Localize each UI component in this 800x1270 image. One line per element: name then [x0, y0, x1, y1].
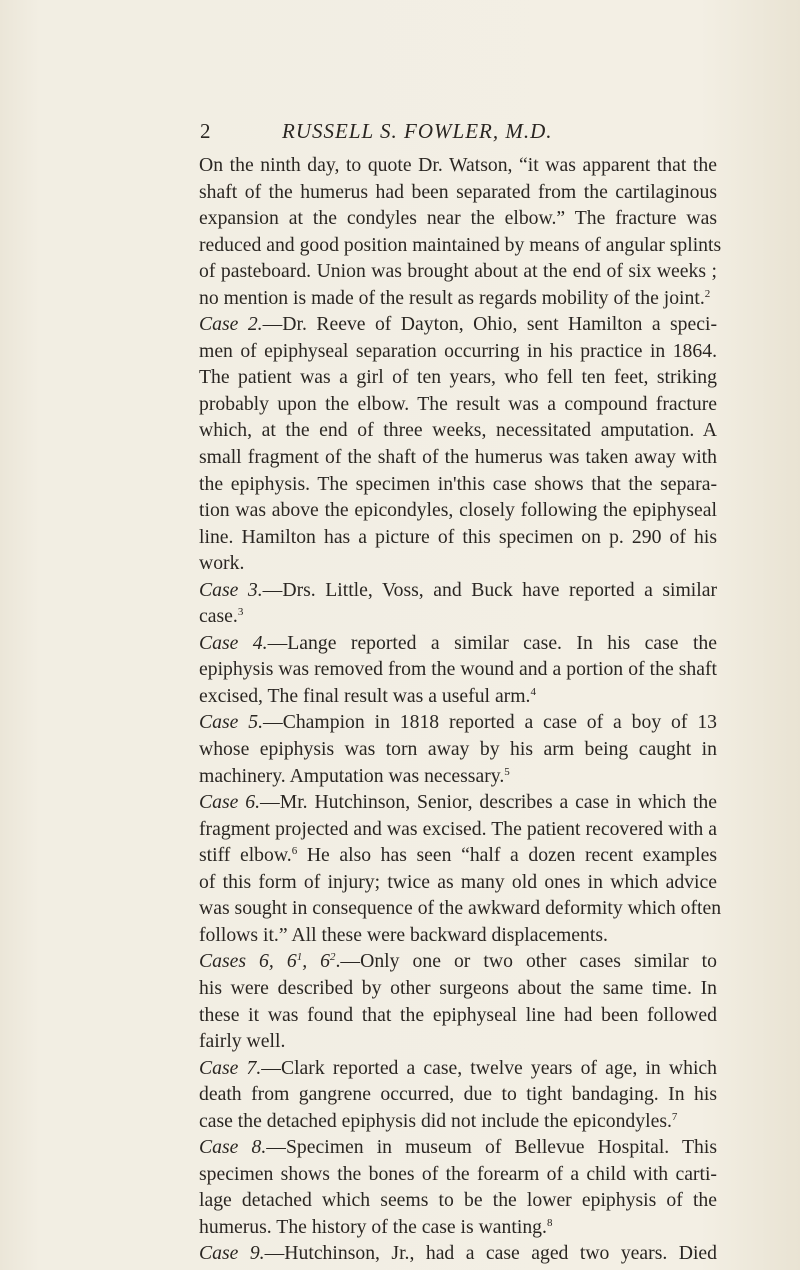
text-line — [199, 975, 717, 1002]
text-line — [199, 1081, 717, 1108]
footnote-ref: 5 — [504, 765, 510, 778]
text-line — [199, 550, 717, 577]
text-line — [199, 444, 717, 471]
case-heading-line — [199, 1055, 717, 1082]
footnote-ref: 8 — [546, 1216, 553, 1229]
text-line — [199, 842, 717, 869]
line-text: —Hutchinson, Jr., had a case aged two years. Died — [264, 1242, 718, 1265]
line-text: these it was found that the epiphyseal line had been followed — [199, 1003, 717, 1026]
line-text: —Drs. Little, Voss, and Buck have reported a similar — [262, 578, 717, 601]
text-line — [199, 1108, 717, 1135]
footnote-ref: 6 — [291, 845, 298, 858]
case-label: Case 3. — [199, 578, 263, 601]
line-text: epiphysis was removed from the wound and a portion of the shaft — [199, 658, 717, 681]
footnote-ref: 7 — [671, 1110, 678, 1123]
text-line — [199, 603, 717, 630]
line-text: specimen shows the bones of the forearm of a child with carti- — [199, 1162, 717, 1185]
text-line — [199, 152, 717, 179]
case-heading-line — [199, 1134, 717, 1161]
line-text: —Champion in 1818 reported a case of a boy of 13 — [263, 711, 718, 734]
footnote-ref: 3 — [237, 606, 244, 619]
line-text: follows it.” All these were backward displacements. — [199, 923, 608, 946]
case-label: Cases 6, 6 — [199, 950, 297, 973]
line-text: was sought in consequence of the awkward deformity which often — [199, 897, 722, 920]
text-line — [199, 205, 717, 232]
text-line — [199, 763, 717, 790]
case-heading-line — [199, 709, 717, 736]
line-text: his were described by other surgeons about the same time. In — [199, 976, 717, 999]
line-text: of pasteboard. Union was brought about at the end of six weeks ; — [199, 260, 717, 283]
text-line — [199, 1002, 717, 1029]
text-line — [199, 391, 717, 418]
body-text — [199, 152, 722, 1267]
line-text: death from gangrene occurred, due to tight bandaging. In his — [199, 1083, 717, 1106]
text-line — [199, 258, 717, 285]
case-label: Case 7. — [199, 1056, 262, 1079]
text-line — [199, 736, 717, 763]
line-text: excised, The final result was a useful arm. — [199, 684, 531, 707]
case-label: Case 6. — [199, 791, 260, 814]
line-text: probably upon the elbow. The result was a compound fracture — [199, 392, 717, 415]
footnote-ref: 2 — [704, 287, 711, 300]
line-text: small fragment of the shaft of the humerus was taken away with — [199, 446, 717, 469]
line-text: tion was above the epicondyles, closely following the epiphyseal — [199, 499, 717, 522]
line-text: fairly well. — [199, 1030, 286, 1053]
line-text: the epiphysis. The specimen in'this case shows that the separa- — [199, 472, 717, 495]
line-text: fragment projected and was excised. The patient recovered with a — [199, 817, 717, 840]
footnote-ref: 1 — [296, 951, 303, 964]
case-label: Case 9. — [199, 1242, 265, 1265]
line-text: He also has seen “half a dozen recent examples — [297, 844, 717, 867]
line-text: whose epiphysis was torn away by his arm being caught in — [199, 738, 717, 761]
line-text: line. Hamilton has a picture of this specimen on p. 290 of his — [199, 525, 717, 548]
footnote-ref: 4 — [530, 685, 536, 698]
page-number: 2 — [200, 119, 211, 143]
line-text: case. — [199, 605, 238, 628]
text-line — [199, 1187, 717, 1214]
line-text: —Dr. Reeve of Dayton, Ohio, sent Hamilton a speci- — [262, 313, 718, 336]
case-heading-line — [199, 311, 717, 338]
line-text: expansion at the condyles near the elbow.” The fracture was — [199, 207, 717, 230]
line-text: reduced and good position maintained by means of angular splints — [199, 233, 722, 256]
text-line — [199, 656, 717, 683]
case-label: Case 5. — [199, 711, 264, 734]
text-line — [199, 683, 717, 710]
case-heading-line — [199, 630, 717, 657]
text-line — [199, 232, 722, 259]
text-line — [199, 895, 722, 922]
case-label: Case 8. — [199, 1136, 267, 1159]
line-text: men of epiphyseal separation occurring in his practice in 1864. — [199, 339, 717, 362]
line-text: humerus. The history of the case is wanting. — [199, 1215, 547, 1238]
text-line — [199, 1214, 717, 1241]
line-text: case the detached epiphysis did not include the epicondyles. — [199, 1109, 672, 1132]
line-text: which, at the end of three weeks, necessitated amputation. A — [199, 419, 717, 442]
text-line — [199, 285, 717, 312]
text-line — [199, 179, 717, 206]
case-heading-line — [199, 1240, 717, 1267]
text-line — [199, 869, 717, 896]
line-text: On the ninth day, to quote Dr. Watson, “it was apparent that the — [199, 154, 717, 176]
running-title: RUSSELL S. FOWLER, M.D. — [282, 119, 553, 143]
text-line — [199, 417, 717, 444]
case-label: Case 4. — [199, 631, 268, 654]
line-text: machinery. Amputation was necessary. — [199, 764, 505, 787]
line-text: work. — [199, 552, 245, 575]
text-line — [199, 524, 717, 551]
text-line — [199, 471, 717, 498]
text-line — [199, 922, 717, 949]
line-text: no mention is made of the result as regards mobility of the joint. — [199, 286, 705, 309]
line-text: of this form of injury; twice as many old ones in which advice — [199, 870, 717, 893]
running-header — [0, 116, 800, 146]
case-heading-line — [199, 948, 717, 975]
line-text: —Lange reported a similar case. In his case the — [267, 631, 717, 654]
case-label: , 6 — [302, 950, 330, 973]
line-text: stiff elbow. — [199, 844, 292, 867]
case-label: Case 2. — [199, 313, 263, 336]
line-text: lage detached which seems to be the lower epiphysis of the — [199, 1189, 717, 1212]
footnote-ref: 2 — [330, 951, 336, 964]
line-text: .—Only one or two other cases similar to — [335, 950, 717, 973]
text-line — [199, 364, 717, 391]
line-text: —Clark reported a case, twelve years of age, in which — [261, 1056, 717, 1079]
case-heading-line — [199, 577, 717, 604]
text-line — [199, 1161, 717, 1188]
case-heading-line — [199, 789, 717, 816]
line-text: shaft of the humerus had been separated from the cartilaginous — [199, 180, 717, 203]
text-line — [199, 816, 717, 843]
line-text: —Mr. Hutchinson, Senior, describes a case in which the — [260, 791, 717, 814]
text-line — [199, 338, 717, 365]
line-text: The patient was a girl of ten years, who fell ten feet, striking — [199, 366, 717, 389]
text-line — [199, 497, 717, 524]
text-line — [199, 1028, 717, 1055]
line-text: —Specimen in museum of Bellevue Hospital. This — [266, 1136, 717, 1159]
